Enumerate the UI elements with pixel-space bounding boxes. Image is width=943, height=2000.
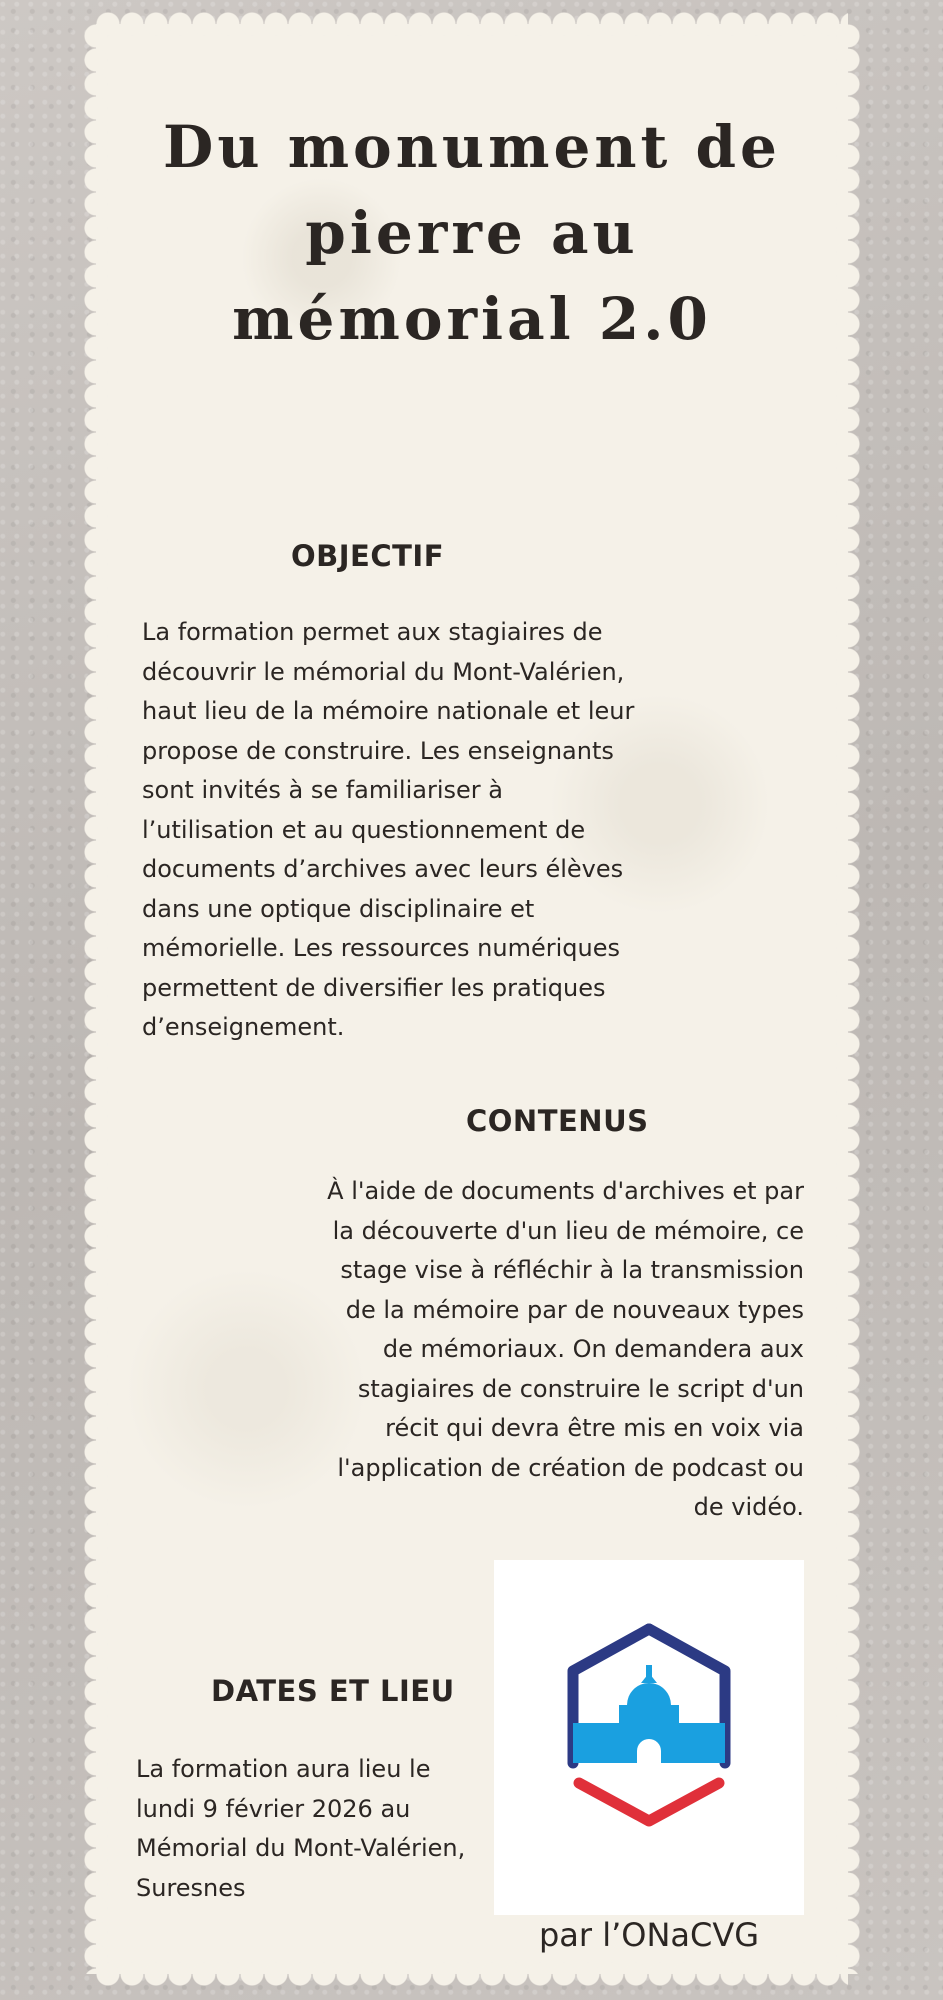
scalloped-edge-left: [84, 24, 108, 1974]
scalloped-edge-right: [836, 24, 860, 1974]
scalloped-edge-bottom: [96, 1962, 848, 1986]
credit-text: par l’ONaCVG: [538, 1916, 760, 1954]
dates-lieu-text: La formation aura lieu le lundi 9 février 2026 au Mémorial du Mont-Valérien, Suresnes: [136, 1755, 466, 1902]
logo-panel: [494, 1560, 804, 1915]
objectif-text: La formation permet aux stagiaires de découvrir le mémorial du Mont-Valérien, haut lieu de la mémoire nationale et leur propose de construire. Les enseignants sont invités à se familiariser à l’utilisation et au questionnement de documents d’archives avec leurs élèves dans une optique disciplinaire et mémorielle. Les ressources numériques permettent de diversifier les pratiques d’enseignement.: [142, 618, 635, 1041]
dates-lieu-heading: DATES ET LIEU: [211, 1674, 455, 1708]
scalloped-edge-top: [96, 12, 848, 36]
page-title: Du monument de pierre au mémorial 2.0: [163, 113, 781, 353]
onacvg-hexagon-logo-icon: [549, 1615, 749, 1845]
contenus-text: À l'aide de documents d'archives et par la découverte d'un lieu de mémoire, ce stage vise à réfléchir à la transmission de la mémoire par de nouveaux types de mémoriaux. On demandera aux stagiaires de construire le script d'un récit qui devra être mis en voix via l'application de création de podcast ou de vidéo.: [327, 1177, 804, 1521]
poster-card: [96, 24, 848, 1974]
objectif-heading: OBJECTIF: [291, 539, 445, 573]
contenus-heading: CONTENUS: [466, 1104, 649, 1138]
